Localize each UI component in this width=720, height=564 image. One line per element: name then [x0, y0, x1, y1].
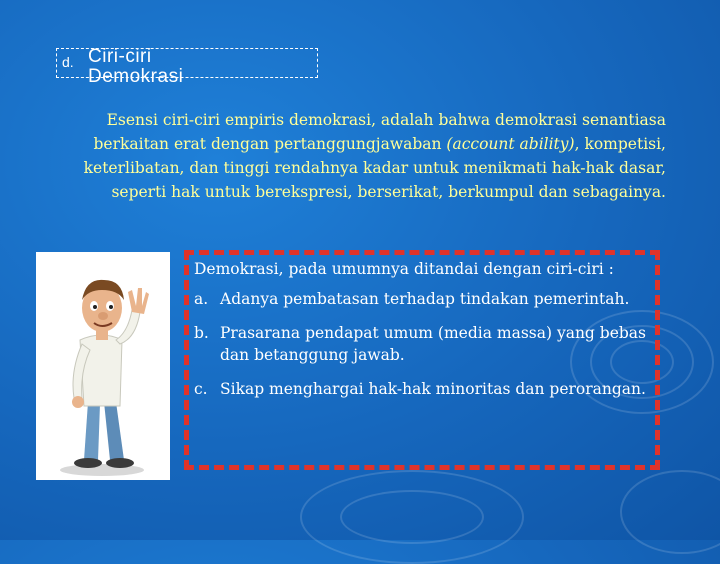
ripple-decoration — [340, 490, 484, 544]
intro-text-part2: , kompetisi, keterlibatan, dan tinggi rendahnya kadar untuk menikmati hak-hak dasar, seperti hak untuk berekspresi, berserikat, berkumpul dan sebagainya. — [83, 135, 666, 201]
list-item — [194, 288, 654, 310]
list-item-letter: c. — [194, 380, 208, 398]
list-item-letter: a. — [194, 290, 209, 308]
heading-title-line2: Demokrasi — [88, 66, 184, 87]
list-item-text: Sikap menghargai hak-hak minoritas dan perorangan. — [220, 380, 646, 398]
list-item — [194, 322, 654, 366]
box-lead-text: Demokrasi, pada umumnya ditandai dengan ciri-ciri : — [194, 260, 614, 278]
heading-title — [88, 47, 183, 87]
intro-italic-term: (account ability) — [446, 135, 575, 153]
characteristics-box — [194, 258, 654, 412]
list-item-text: Prasarana pendapat umum (media massa) yang bebas dan betanggung jawab. — [220, 324, 646, 364]
waving-man-illustration — [36, 252, 170, 480]
list-item-letter: b. — [194, 324, 209, 342]
list-item-text: Adanya pembatasan terhadap tindakan pemerintah. — [220, 290, 630, 308]
heading-title-line1: Ciri-ciri — [88, 46, 152, 67]
heading-letter: d. — [62, 54, 74, 70]
ripple-decoration — [620, 470, 720, 554]
list-item — [194, 378, 654, 400]
intro-text-part1: Esensi ciri-ciri empiris demokrasi, adalah bahwa demokrasi senantiasa berkaitan erat dengan pertanggungjawaban — [93, 111, 666, 153]
intro-paragraph — [30, 108, 666, 204]
waving-man-cartoon-icon — [36, 252, 170, 480]
